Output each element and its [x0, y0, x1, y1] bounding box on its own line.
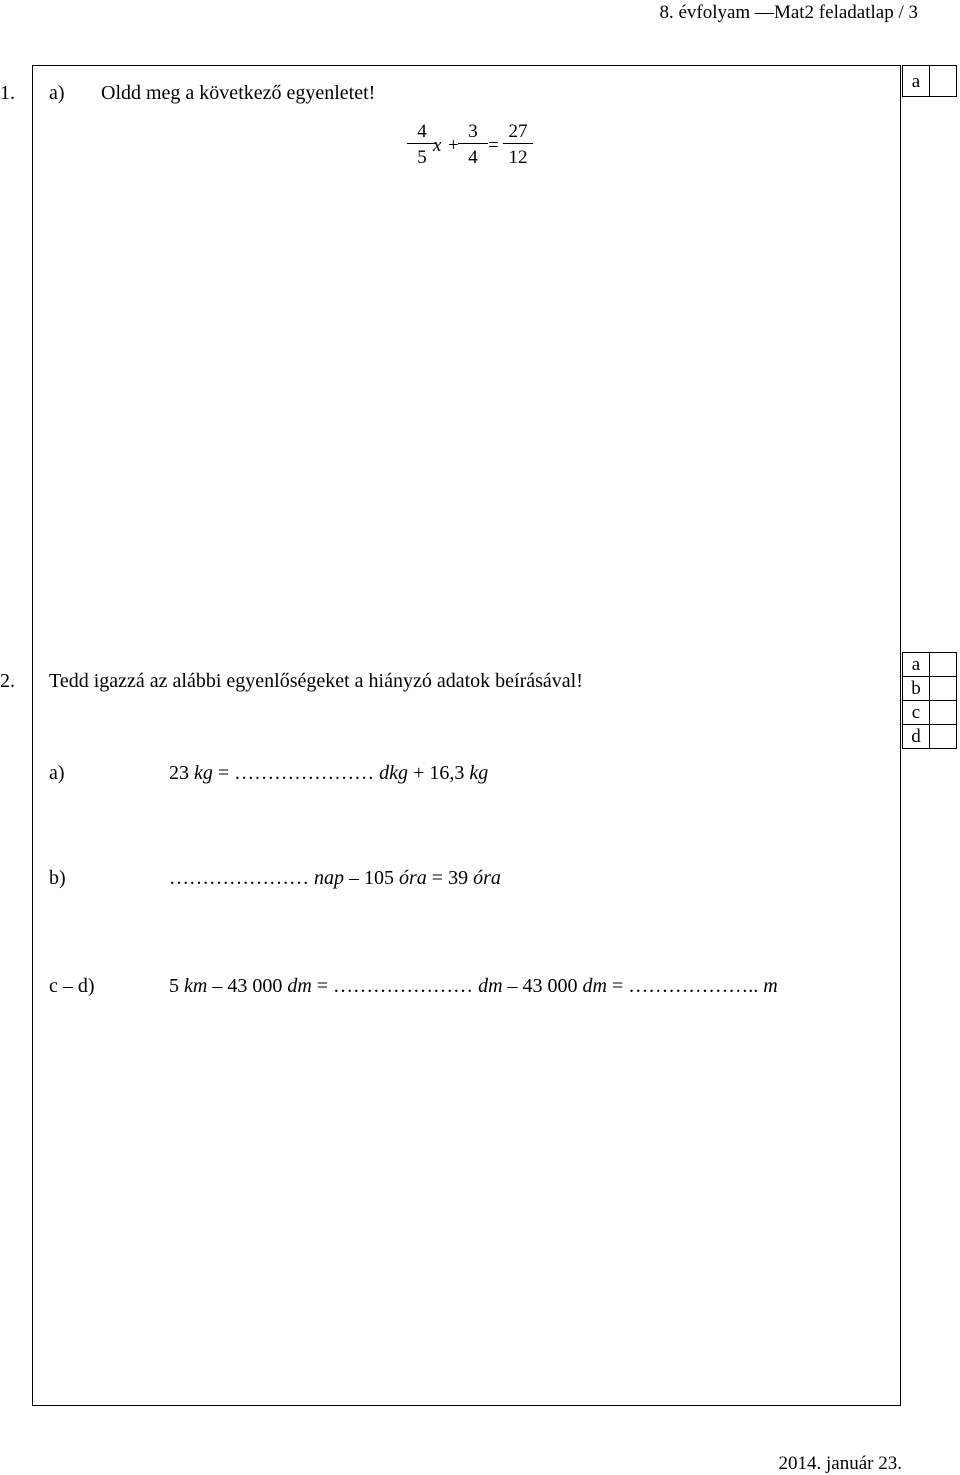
footer-date: 2014. január 23.: [778, 1453, 902, 1474]
score-label-a: a: [903, 66, 930, 97]
task2b-label: b): [49, 867, 66, 889]
fraction-3-4: [458, 122, 488, 167]
answer-frame: [32, 65, 901, 1406]
task2a-label: a): [49, 762, 65, 784]
fraction-numerator: 4: [417, 121, 427, 142]
task2-instruction: Tedd igazzá az alábbi egyenlőségeket a hiányzó adatok beírásával!: [49, 670, 583, 692]
task2cd-label: c – d): [49, 975, 95, 997]
task2-number: 2.: [0, 670, 15, 692]
equation-variable: x: [433, 135, 442, 156]
score-cell-d[interactable]: [930, 725, 957, 749]
equation-plus: +: [448, 135, 459, 156]
fraction-numerator: 3: [468, 121, 478, 142]
task1-number: 1.: [0, 82, 15, 104]
score-label-d: d: [903, 725, 930, 749]
fraction-denominator: 12: [503, 143, 533, 167]
task2a-equation: 23 kg = ………………… dkg + 16,3 kg: [169, 762, 489, 784]
score-cell-a[interactable]: [930, 653, 957, 677]
equation-equals: =: [488, 135, 499, 156]
score-cell-b[interactable]: [930, 677, 957, 701]
task2cd-equation: 5 km – 43 000 dm = ………………… dm – 43 000 dm = ……………….. m: [169, 975, 778, 997]
page-header: 8. évfolyam —Mat2 feladatlap / 3: [659, 2, 918, 23]
score-cell-c[interactable]: [930, 701, 957, 725]
score-cell-a[interactable]: [930, 66, 957, 97]
task2b-equation: ………………… nap – 105 óra = 39 óra: [169, 867, 501, 889]
task2-score-box: [902, 652, 957, 749]
task1-part-label: a): [49, 82, 65, 104]
task1-score-box: [902, 65, 957, 97]
task1-instruction: Oldd meg a következő egyenletet!: [101, 82, 376, 104]
fraction-denominator: 4: [458, 143, 488, 167]
score-label-a: a: [903, 653, 930, 677]
fraction-numerator: 27: [508, 121, 528, 142]
score-label-c: c: [903, 701, 930, 725]
fraction-27-12: [503, 122, 533, 167]
score-label-b: b: [903, 677, 930, 701]
fraction-denominator: 5: [407, 143, 437, 167]
